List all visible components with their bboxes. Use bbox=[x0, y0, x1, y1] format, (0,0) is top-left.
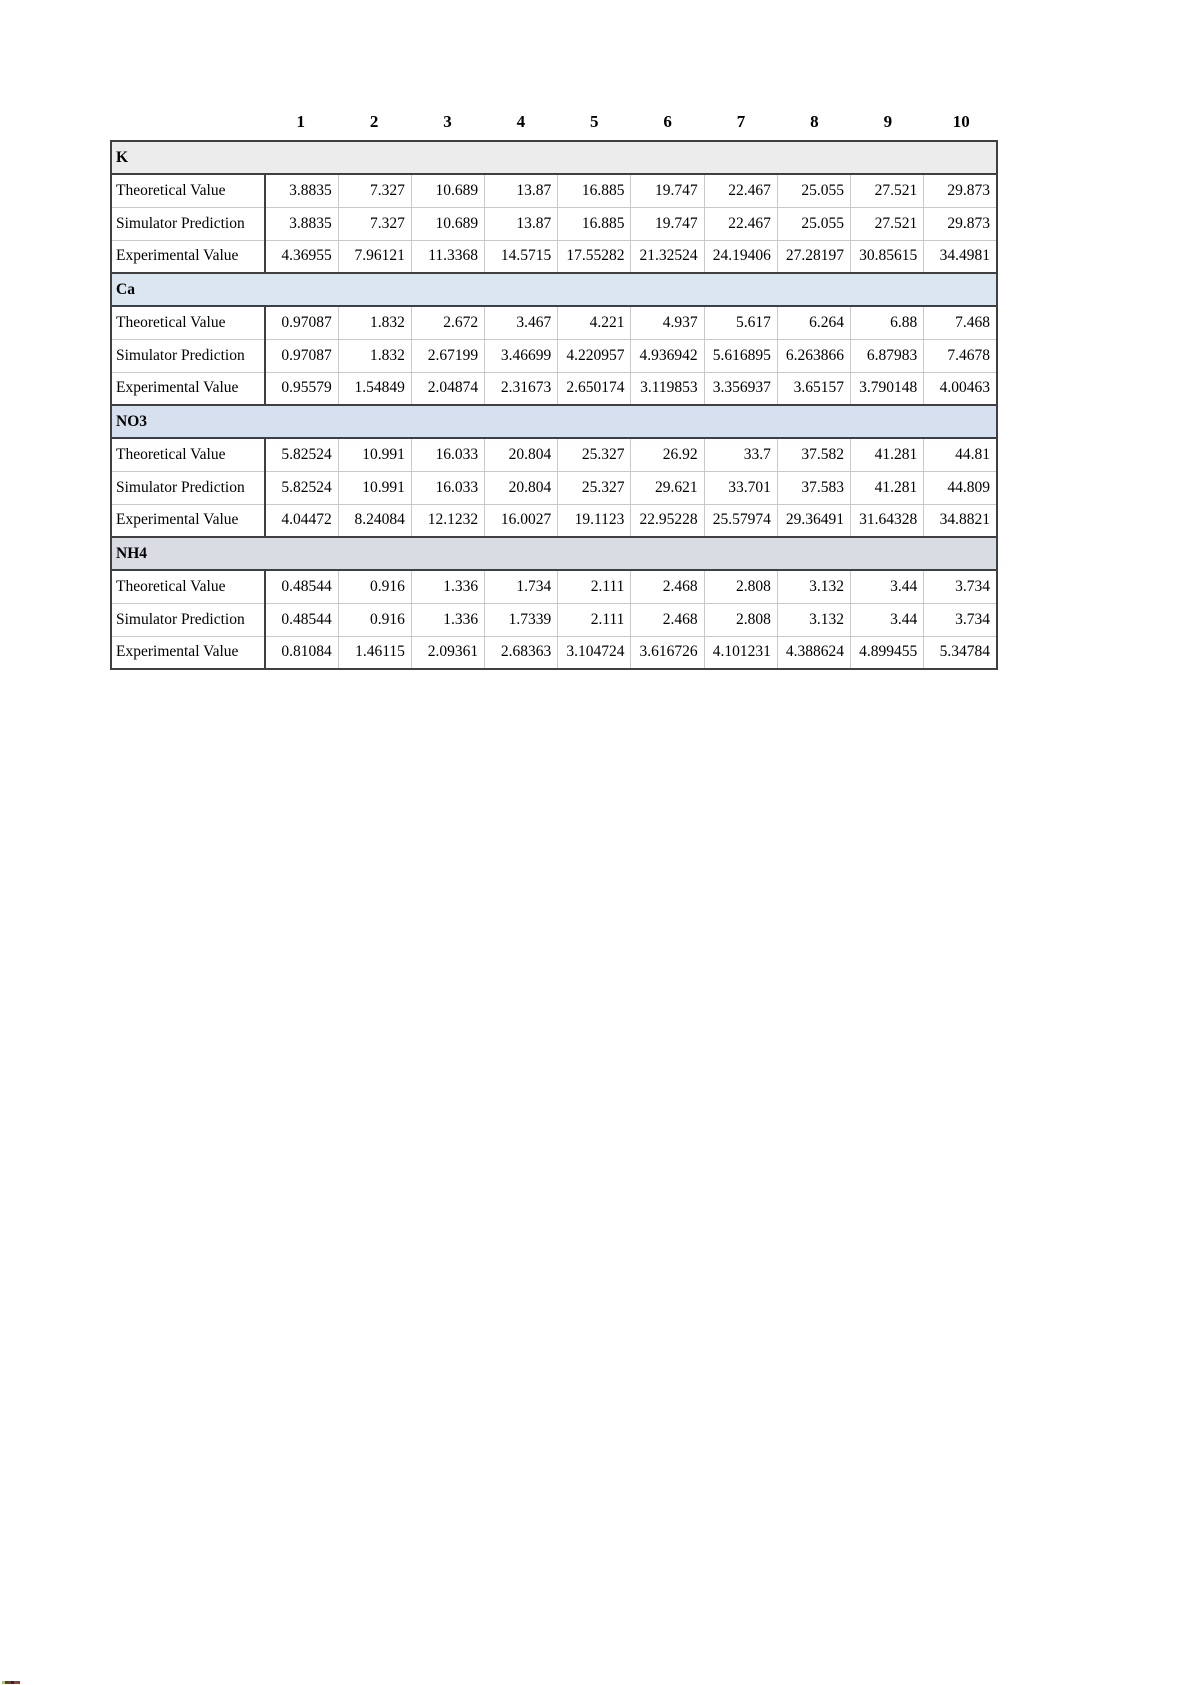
value-cell: 2.68363 bbox=[485, 636, 558, 669]
nutrient-values-table bbox=[110, 140, 998, 670]
value-cell: 20.804 bbox=[485, 438, 558, 471]
value-cell: 10.689 bbox=[411, 207, 484, 240]
value-cell: 2.09361 bbox=[411, 636, 484, 669]
section-header-nh4: NH4 bbox=[111, 537, 997, 570]
value-cell: 10.991 bbox=[338, 471, 411, 504]
table-row bbox=[111, 603, 997, 636]
table-row bbox=[111, 636, 997, 669]
value-cell: 10.991 bbox=[338, 438, 411, 471]
value-cell: 22.467 bbox=[704, 174, 777, 207]
value-cell: 0.916 bbox=[338, 603, 411, 636]
value-cell: 1.7339 bbox=[485, 603, 558, 636]
value-cell: 19.1123 bbox=[558, 504, 631, 537]
value-cell: 3.8835 bbox=[265, 174, 338, 207]
value-cell: 13.87 bbox=[485, 174, 558, 207]
value-cell: 16.885 bbox=[558, 174, 631, 207]
value-cell: 3.467 bbox=[485, 306, 558, 339]
row-label: Experimental Value bbox=[111, 636, 265, 669]
value-cell: 4.00463 bbox=[924, 372, 997, 405]
value-cell: 3.8835 bbox=[265, 207, 338, 240]
column-number: 7 bbox=[736, 112, 746, 131]
table-row bbox=[111, 339, 997, 372]
value-cell: 11.3368 bbox=[411, 240, 484, 273]
table-row bbox=[111, 207, 997, 240]
value-cell: 1.46115 bbox=[338, 636, 411, 669]
value-cell: 16.885 bbox=[558, 207, 631, 240]
value-cell: 10.689 bbox=[411, 174, 484, 207]
value-cell: 29.621 bbox=[631, 471, 704, 504]
value-cell: 3.132 bbox=[777, 603, 850, 636]
value-cell: 27.521 bbox=[851, 207, 924, 240]
row-label: Simulator Prediction bbox=[111, 603, 265, 636]
section-header-row bbox=[111, 405, 997, 438]
results-table-container bbox=[110, 108, 998, 670]
value-cell: 8.24084 bbox=[338, 504, 411, 537]
value-cell: 1.336 bbox=[411, 603, 484, 636]
value-cell: 4.04472 bbox=[265, 504, 338, 537]
value-cell: 3.44 bbox=[851, 603, 924, 636]
value-cell: 1.734 bbox=[485, 570, 558, 603]
value-cell: 2.67199 bbox=[411, 339, 484, 372]
value-cell: 34.4981 bbox=[924, 240, 997, 273]
row-label: Theoretical Value bbox=[111, 306, 265, 339]
value-cell: 6.88 bbox=[851, 306, 924, 339]
column-number: 3 bbox=[443, 112, 452, 131]
table-row bbox=[111, 372, 997, 405]
value-cell: 3.46699 bbox=[485, 339, 558, 372]
value-cell: 3.44 bbox=[851, 570, 924, 603]
value-cell: 41.281 bbox=[851, 438, 924, 471]
value-cell: 5.82524 bbox=[265, 438, 338, 471]
value-cell: 29.36491 bbox=[777, 504, 850, 537]
value-cell: 27.521 bbox=[851, 174, 924, 207]
value-cell: 6.263866 bbox=[777, 339, 850, 372]
row-label: Simulator Prediction bbox=[111, 471, 265, 504]
value-cell: 2.808 bbox=[704, 603, 777, 636]
column-number: 5 bbox=[590, 112, 599, 131]
value-cell: 19.747 bbox=[631, 174, 704, 207]
value-cell: 5.617 bbox=[704, 306, 777, 339]
table-row bbox=[111, 504, 997, 537]
column-number: 1 bbox=[296, 112, 305, 131]
value-cell: 2.808 bbox=[704, 570, 777, 603]
value-cell: 3.790148 bbox=[851, 372, 924, 405]
value-cell: 25.327 bbox=[558, 471, 631, 504]
value-cell: 3.119853 bbox=[631, 372, 704, 405]
value-cell: 25.055 bbox=[777, 207, 850, 240]
column-number: 8 bbox=[810, 112, 819, 131]
value-cell: 33.701 bbox=[704, 471, 777, 504]
value-cell: 1.54849 bbox=[338, 372, 411, 405]
value-cell: 3.132 bbox=[777, 570, 850, 603]
value-cell: 12.1232 bbox=[411, 504, 484, 537]
value-cell: 31.64328 bbox=[851, 504, 924, 537]
row-label: Experimental Value bbox=[111, 240, 265, 273]
value-cell: 0.48544 bbox=[265, 570, 338, 603]
column-number: 4 bbox=[516, 112, 526, 131]
value-cell: 2.111 bbox=[558, 603, 631, 636]
table-row bbox=[111, 471, 997, 504]
value-cell: 37.582 bbox=[777, 438, 850, 471]
value-cell: 33.7 bbox=[704, 438, 777, 471]
value-cell: 30.85615 bbox=[851, 240, 924, 273]
value-cell: 1.336 bbox=[411, 570, 484, 603]
value-cell: 44.809 bbox=[924, 471, 997, 504]
value-cell: 16.033 bbox=[411, 438, 484, 471]
column-header-spacer bbox=[110, 108, 264, 140]
value-cell: 0.97087 bbox=[265, 339, 338, 372]
artifact-pixel bbox=[17, 1681, 20, 1684]
value-cell: 4.221 bbox=[558, 306, 631, 339]
value-cell: 7.327 bbox=[338, 207, 411, 240]
value-cell: 7.4678 bbox=[924, 339, 997, 372]
value-cell: 21.32524 bbox=[631, 240, 704, 273]
value-cell: 41.281 bbox=[851, 471, 924, 504]
value-cell: 4.936942 bbox=[631, 339, 704, 372]
value-cell: 4.220957 bbox=[558, 339, 631, 372]
value-cell: 19.747 bbox=[631, 207, 704, 240]
row-label: Simulator Prediction bbox=[111, 207, 265, 240]
value-cell: 7.327 bbox=[338, 174, 411, 207]
value-cell: 17.55282 bbox=[558, 240, 631, 273]
value-cell: 2.672 bbox=[411, 306, 484, 339]
column-numbers-table bbox=[110, 108, 998, 140]
value-cell: 25.327 bbox=[558, 438, 631, 471]
value-cell: 3.734 bbox=[924, 570, 997, 603]
value-cell: 3.104724 bbox=[558, 636, 631, 669]
value-cell: 1.832 bbox=[338, 306, 411, 339]
value-cell: 5.616895 bbox=[704, 339, 777, 372]
value-cell: 0.97087 bbox=[265, 306, 338, 339]
section-header-row bbox=[111, 141, 997, 174]
value-cell: 29.873 bbox=[924, 207, 997, 240]
section-header-row bbox=[111, 273, 997, 306]
section-header-k: K bbox=[111, 141, 997, 174]
row-label: Theoretical Value bbox=[111, 570, 265, 603]
value-cell: 20.804 bbox=[485, 471, 558, 504]
table-row bbox=[111, 438, 997, 471]
value-cell: 0.48544 bbox=[265, 603, 338, 636]
value-cell: 2.04874 bbox=[411, 372, 484, 405]
value-cell: 7.96121 bbox=[338, 240, 411, 273]
value-cell: 3.734 bbox=[924, 603, 997, 636]
value-cell: 3.616726 bbox=[631, 636, 704, 669]
value-cell: 4.36955 bbox=[265, 240, 338, 273]
row-label: Experimental Value bbox=[111, 504, 265, 537]
value-cell: 29.873 bbox=[924, 174, 997, 207]
value-cell: 4.101231 bbox=[704, 636, 777, 669]
value-cell: 5.34784 bbox=[924, 636, 997, 669]
value-cell: 7.468 bbox=[924, 306, 997, 339]
value-cell: 0.81084 bbox=[265, 636, 338, 669]
value-cell: 2.111 bbox=[558, 570, 631, 603]
value-cell: 6.264 bbox=[777, 306, 850, 339]
value-cell: 16.0027 bbox=[485, 504, 558, 537]
row-label: Theoretical Value bbox=[111, 174, 265, 207]
value-cell: 22.467 bbox=[704, 207, 777, 240]
value-cell: 5.82524 bbox=[265, 471, 338, 504]
section-header-ca: Ca bbox=[111, 273, 997, 306]
value-cell: 6.87983 bbox=[851, 339, 924, 372]
value-cell: 34.8821 bbox=[924, 504, 997, 537]
value-cell: 4.937 bbox=[631, 306, 704, 339]
value-cell: 1.832 bbox=[338, 339, 411, 372]
value-cell: 0.916 bbox=[338, 570, 411, 603]
value-cell: 3.65157 bbox=[777, 372, 850, 405]
value-cell: 22.95228 bbox=[631, 504, 704, 537]
value-cell: 25.055 bbox=[777, 174, 850, 207]
value-cell: 2.31673 bbox=[485, 372, 558, 405]
row-label: Simulator Prediction bbox=[111, 339, 265, 372]
column-number: 10 bbox=[952, 112, 970, 131]
bottom-left-artifact bbox=[2, 1681, 20, 1684]
value-cell: 25.57974 bbox=[704, 504, 777, 537]
value-cell: 0.95579 bbox=[265, 372, 338, 405]
value-cell: 16.033 bbox=[411, 471, 484, 504]
table-row bbox=[111, 570, 997, 603]
value-cell: 26.92 bbox=[631, 438, 704, 471]
section-header-row bbox=[111, 537, 997, 570]
table-row bbox=[111, 240, 997, 273]
value-cell: 44.81 bbox=[924, 438, 997, 471]
table-row bbox=[111, 174, 997, 207]
column-number: 2 bbox=[369, 112, 379, 131]
column-header-row bbox=[110, 108, 998, 140]
value-cell: 24.19406 bbox=[704, 240, 777, 273]
value-cell: 3.356937 bbox=[704, 372, 777, 405]
value-cell: 37.583 bbox=[777, 471, 850, 504]
section-header-no3: NO3 bbox=[111, 405, 997, 438]
column-number: 6 bbox=[663, 112, 672, 131]
column-number: 9 bbox=[883, 112, 893, 131]
row-label: Theoretical Value bbox=[111, 438, 265, 471]
value-cell: 2.468 bbox=[631, 603, 704, 636]
table-row bbox=[111, 306, 997, 339]
value-cell: 4.899455 bbox=[851, 636, 924, 669]
value-cell: 2.650174 bbox=[558, 372, 631, 405]
value-cell: 27.28197 bbox=[777, 240, 850, 273]
row-label: Experimental Value bbox=[111, 372, 265, 405]
value-cell: 14.5715 bbox=[485, 240, 558, 273]
value-cell: 2.468 bbox=[631, 570, 704, 603]
value-cell: 4.388624 bbox=[777, 636, 850, 669]
value-cell: 13.87 bbox=[485, 207, 558, 240]
